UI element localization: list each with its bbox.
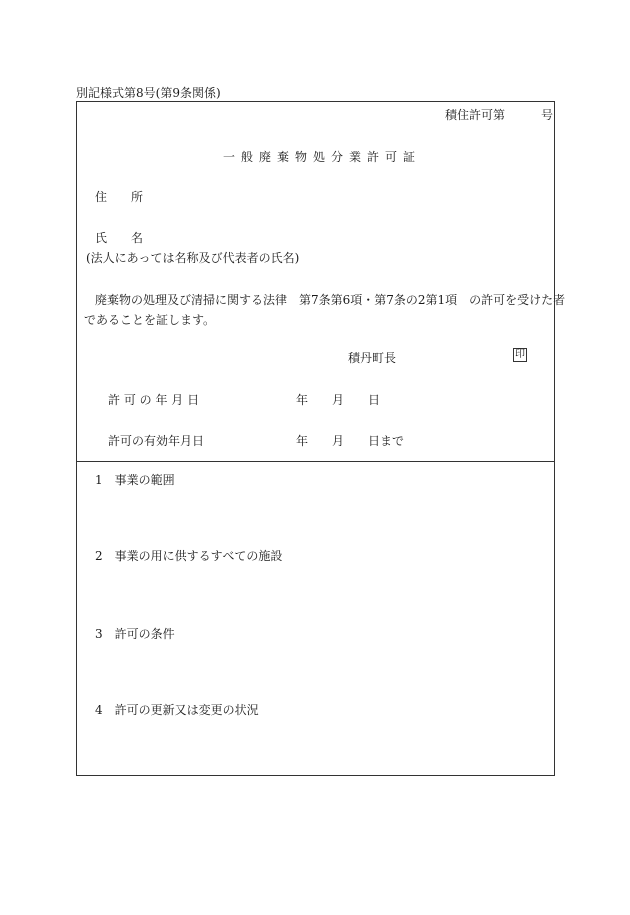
validity-date-label: 許可の有効年月日	[108, 434, 205, 448]
section-permit-conditions: 3 許可の条件	[95, 627, 175, 641]
name-label: 氏 名	[95, 231, 144, 245]
section-divider	[76, 461, 555, 462]
section-business-scope: 1 事業の範囲	[95, 473, 175, 487]
seal-stamp: 印	[515, 349, 525, 360]
section-facilities: 2 事業の用に供するすべての施設	[95, 549, 283, 563]
certificate-title: 一般廃棄物処分業許可証	[223, 150, 422, 164]
issuer-name: 積丹町長	[348, 351, 397, 365]
form-reference: 別記様式第8号(第9条関係)	[76, 86, 221, 100]
statement-line-2: であることを証します。	[84, 313, 216, 327]
address-label: 住 所	[95, 190, 144, 204]
section-renewal-status: 4 許可の更新又は変更の状況	[95, 703, 259, 717]
validity-date-value: 年 月 日まで	[296, 434, 405, 448]
permit-number: 積住許可第 号	[445, 108, 554, 122]
permit-date-value: 年 月 日	[296, 393, 381, 407]
corporate-note: (法人にあっては名称及び代表者の氏名)	[86, 251, 300, 265]
permit-date-label: 許 可 の 年 月 日	[108, 393, 200, 407]
statement-line-1: 廃棄物の処理及び清掃に関する法律 第7条第6項・第7条の2第1項 の許可を受けた者	[95, 293, 566, 307]
